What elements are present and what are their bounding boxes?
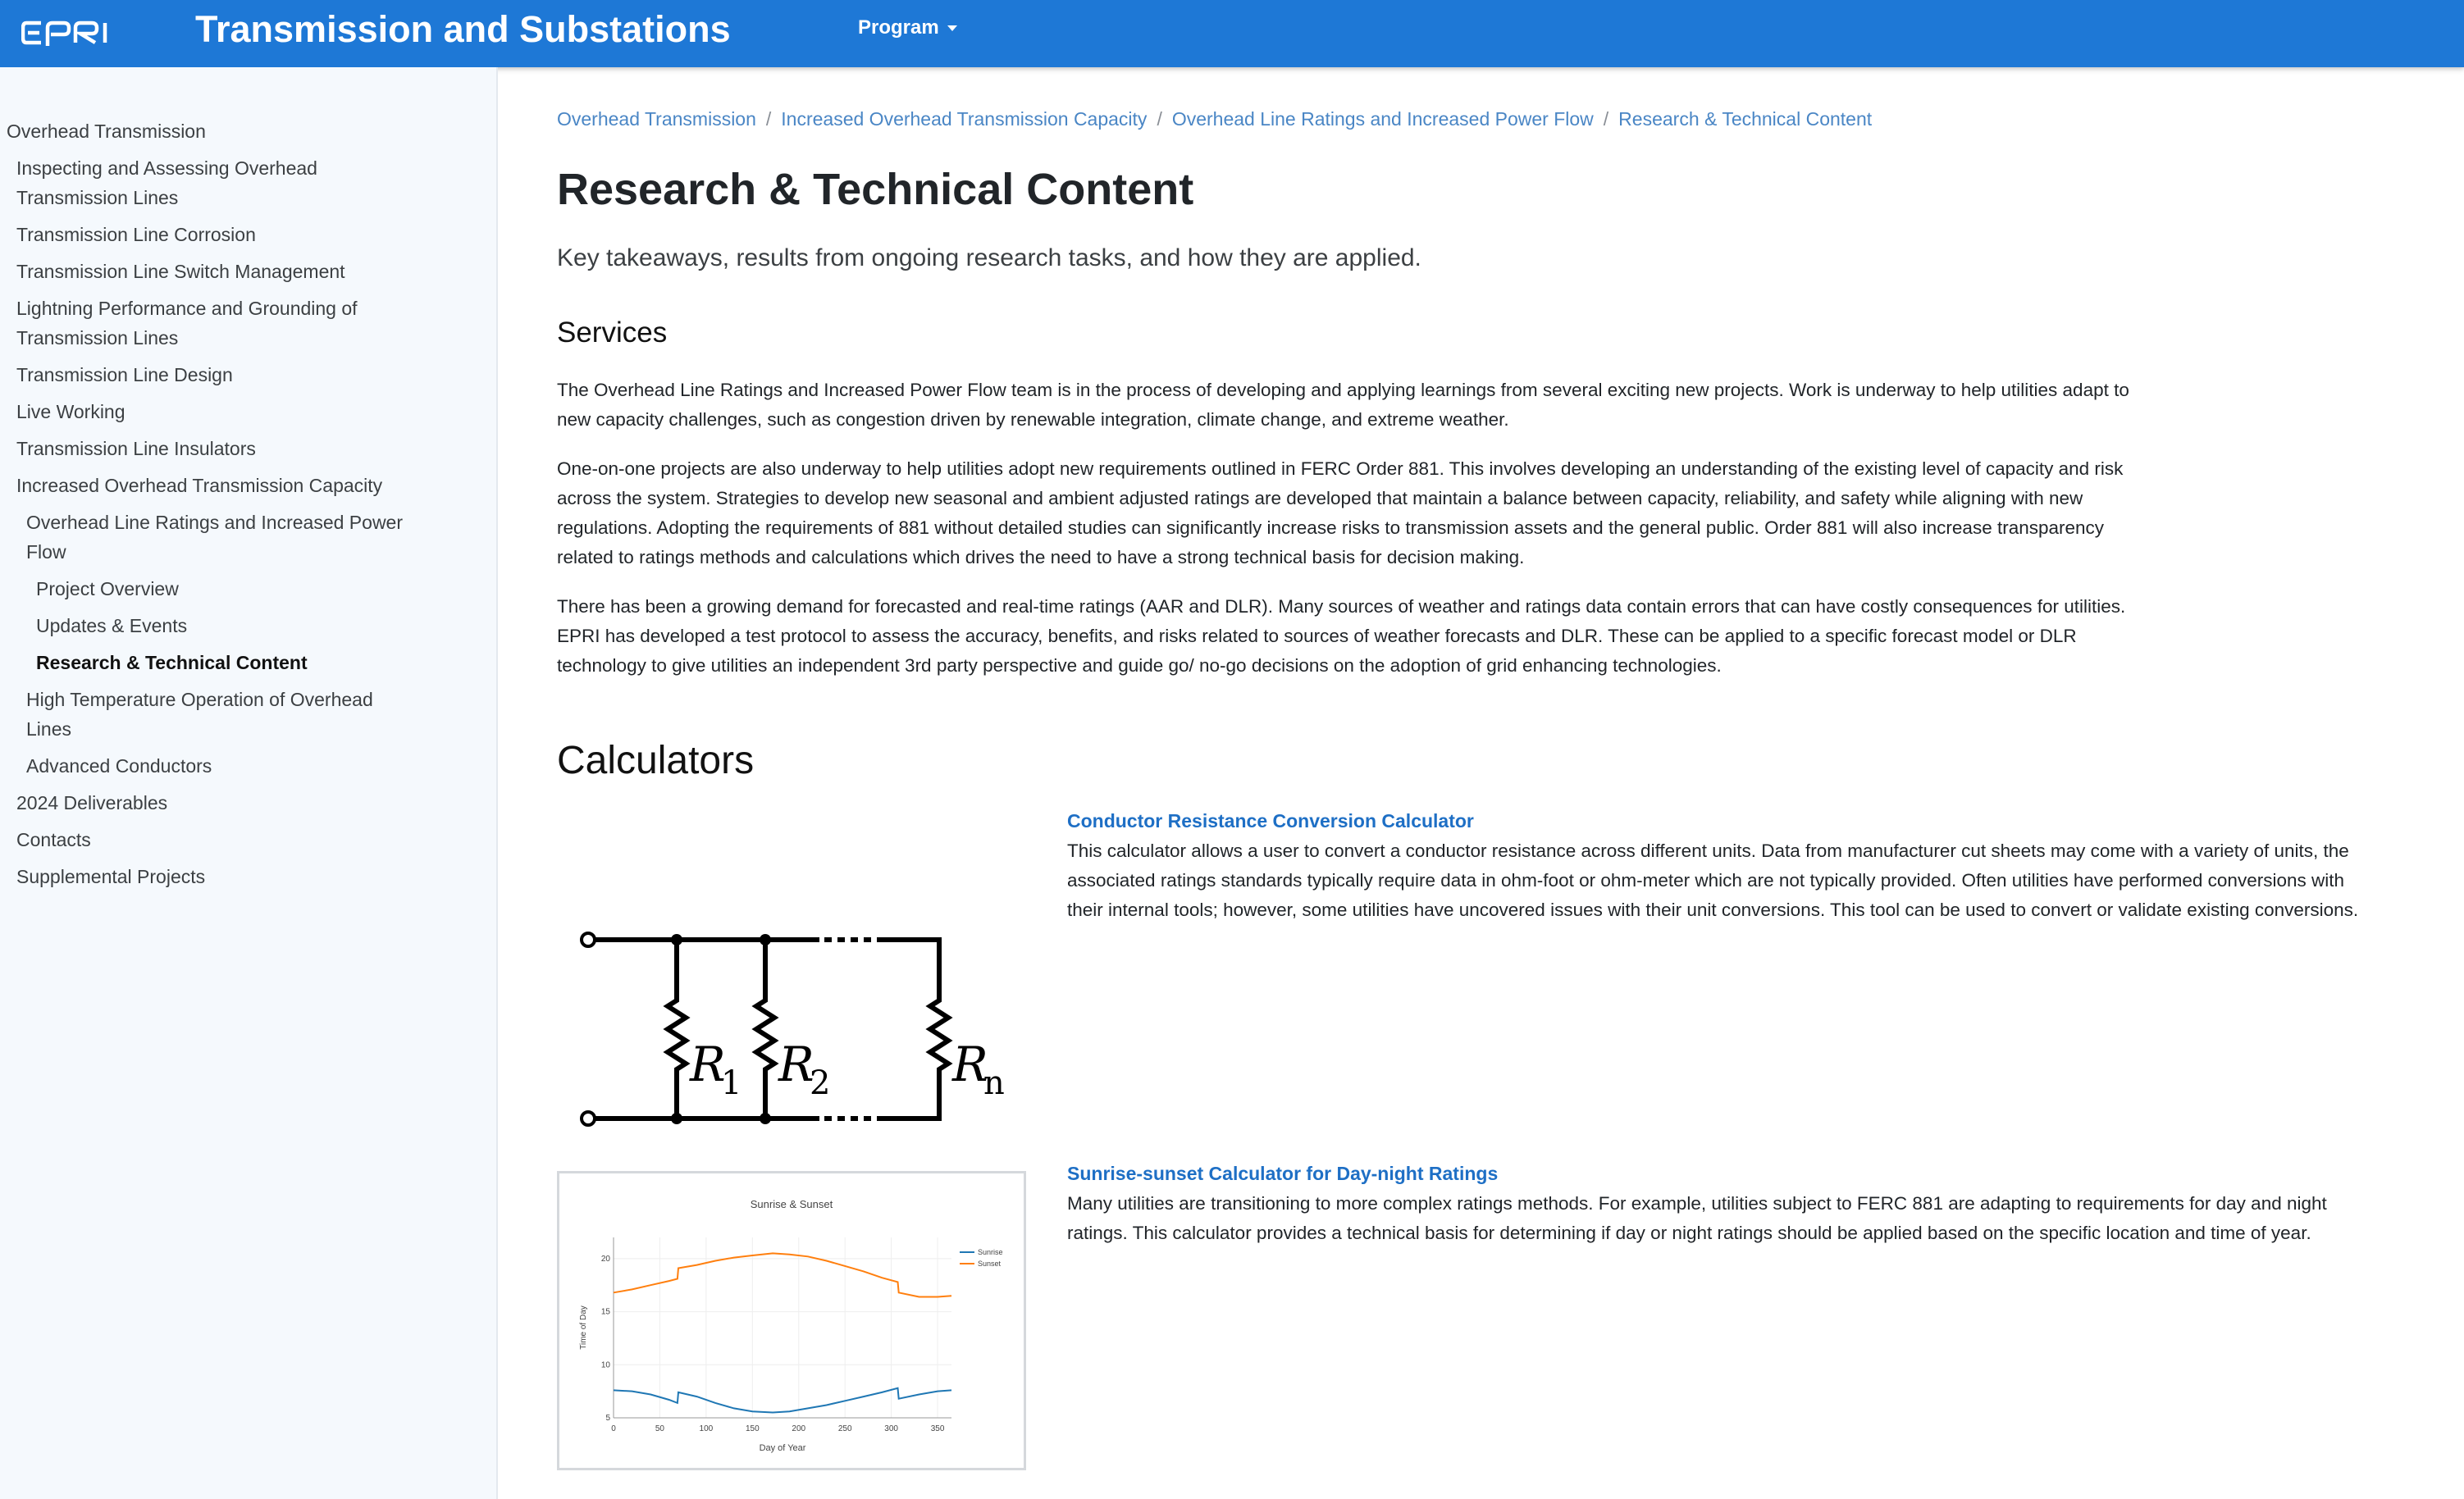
- page-title: Research & Technical Content: [557, 165, 1194, 214]
- chart-y-label: Time of Day: [579, 1305, 588, 1350]
- sidebar-item-inspecting-assessing[interactable]: Inspecting and Assessing Overhead Transmission Lines: [16, 157, 317, 208]
- parallel-resistor-diagram-clean: [573, 843, 1016, 1138]
- sunrise-sunset-chart: [559, 1173, 1024, 1468]
- sidebar-item-project-overview[interactable]: Project Overview: [36, 578, 179, 599]
- chart-y-tick-label: 20: [600, 1254, 610, 1264]
- conductor-resistance-description: This calculator allows a user to convert a conductor resistance across different units. Data from manufacturer cut sheets may come with a variety of units, the associated ratings standards typically require data in ohm-foot or ohm-meter which are not typically provided. Often utilities have performed conversions with their internal tools; however, some utilities have uncovered issues with their unit conversions. This tool can be used to convert or validate existing conversions.: [1067, 841, 2359, 920]
- services-paragraph-1: The Overhead Line Ratings and Increased Power Flow team is in the process of developing and applying learnings from several exciting new projects. Work is underway to help utilities adapt to new capacity challenges, such as congestion driven by renewable integration, climate change, and extreme weather.: [557, 380, 2129, 430]
- sidebar-item-live-working[interactable]: Live Working: [16, 401, 125, 422]
- services-paragraph-2: One-on-one projects are also underway to help utilities adopt new requirements outlined in FERC Order 881. This involves developing an understanding of the existing level of capacity and risk across the system. Strategies to develop new seasonal and ambient adjusted ratings are developed that maintain a balance between capacity, reliability, and safety while aligning with new regulations. Adopting the requirements of 881 without detailed studies can significantly increase risks to transmission assets and the general public. Order 881 will also increase transparency related to ratings methods and calculations which drives the need to have a strong technical basis for decision making.: [557, 458, 2124, 567]
- resistor-subscript-n: n: [983, 1064, 1005, 1102]
- program-dropdown[interactable]: [858, 16, 957, 39]
- calculators-heading: Calculators: [557, 739, 755, 782]
- chart-title: Sunrise & Sunset: [750, 1198, 833, 1210]
- sunrise-sunset-calculator-link[interactable]: Sunrise-sunset Calculator for Day-night Ratings: [1067, 1163, 1499, 1184]
- breadcrumb-separator: /: [765, 108, 772, 130]
- caret-down-icon: [947, 25, 957, 31]
- breadcrumb: [557, 108, 1872, 130]
- resistor-subscript-1: 1: [721, 1064, 742, 1102]
- breadcrumb-link-increased-capacity[interactable]: Increased Overhead Transmission Capacity: [781, 108, 1148, 130]
- site-title[interactable]: Transmission and Substations: [195, 8, 731, 50]
- chart-x-tick-label: 50: [655, 1424, 665, 1433]
- sidebar-item-line-corrosion[interactable]: Transmission Line Corrosion: [16, 224, 256, 245]
- sidebar-item-increased-capacity[interactable]: Increased Overhead Transmission Capacity: [16, 475, 383, 496]
- sidebar-item-line-design[interactable]: Transmission Line Design: [16, 364, 233, 385]
- chart-series-line-sunrise: [614, 1388, 951, 1413]
- sidebar-item-contacts[interactable]: Contacts: [16, 829, 91, 850]
- chart-x-label: Day of Year: [759, 1443, 806, 1453]
- sidebar-item-research-technical-content[interactable]: Research & Technical Content: [36, 652, 308, 673]
- chart-x-tick-label: 0: [611, 1424, 616, 1433]
- sidebar-item-line-ratings[interactable]: Overhead Line Ratings and Increased Power Flow: [26, 512, 404, 563]
- breadcrumb-current-page[interactable]: Research & Technical Content: [1618, 108, 1873, 130]
- sidebar-item-switch-management[interactable]: Transmission Line Switch Management: [16, 261, 345, 282]
- services-heading: Services: [557, 317, 668, 349]
- breadcrumb-separator: /: [1603, 108, 1609, 130]
- sunrise-sunset-description: Many utilities are transitioning to more complex ratings methods. For example, utilities subject to FERC 881 are adapting to requirements for day and night ratings. This calculator provides a technical basis for determining if day or night ratings should be applied based on the specific location and time of year.: [1067, 1193, 2327, 1243]
- chart-legend-label-sunset: Sunset: [978, 1260, 1002, 1268]
- chart-y-tick-label: 5: [605, 1414, 610, 1423]
- chart-x-tick-label: 250: [837, 1424, 852, 1433]
- chart-x-tick-label: 150: [745, 1424, 760, 1433]
- top-navbar: [0, 0, 2464, 67]
- chart-x-tick-label: 100: [699, 1424, 714, 1433]
- chart-x-tick-label: 200: [792, 1424, 806, 1433]
- resistor-label-r1: R: [690, 1037, 726, 1092]
- chart-series-line-sunset: [614, 1253, 951, 1296]
- chart-x-tick-label: 350: [930, 1424, 945, 1433]
- sidebar-item-lightning-performance[interactable]: Lightning Performance and Grounding of Transmission Lines: [16, 298, 358, 349]
- resistor-label-r2: R: [778, 1037, 814, 1092]
- page-lead: Key takeaways, results from ongoing research tasks, and how they are applied.: [557, 244, 1421, 271]
- sidebar-item-advanced-conductors[interactable]: Advanced Conductors: [26, 755, 212, 777]
- program-dropdown-label: Program: [858, 16, 939, 39]
- chart-y-tick-label: 15: [600, 1307, 610, 1317]
- breadcrumb-link-line-ratings[interactable]: Overhead Line Ratings and Increased Power Flow: [1171, 108, 1594, 130]
- breadcrumb-separator: /: [1157, 108, 1162, 130]
- chart-y-tick-label: 10: [600, 1360, 610, 1370]
- services-paragraph-3: There has been a growing demand for forecasted and real-time ratings (AAR and DLR). Many sources of weather and ratings data contain errors that can have costly consequences for utilities. EPRI has developed a test protocol to assess the accuracy, benefits, and risks related to sources of weather forecasts and DLR. These can be applied to a specific forecast model or DLR technology to give utilities an independent 3rd party perspective and guide go/ no-go decisions on the adoption of grid enhancing technologies.: [557, 596, 2126, 676]
- sidebar-item-high-temperature[interactable]: High Temperature Operation of Overhead Lines: [26, 689, 373, 740]
- epri-logo[interactable]: [21, 18, 123, 48]
- sidebar-item-overhead-transmission[interactable]: Overhead Transmission: [7, 121, 206, 142]
- conductor-resistance-calculator-link[interactable]: Conductor Resistance Conversion Calculator: [1067, 810, 1474, 832]
- sidebar-item-2024-deliverables[interactable]: 2024 Deliverables: [16, 792, 168, 813]
- sidebar-item-updates-events[interactable]: Updates & Events: [36, 615, 188, 636]
- resistor-subscript-2: 2: [810, 1064, 831, 1102]
- sunrise-sunset-chart-thumbnail[interactable]: [557, 1171, 1026, 1470]
- chart-legend-label-sunrise: Sunrise: [978, 1248, 1003, 1256]
- chart-x-tick-label: 300: [884, 1424, 898, 1433]
- sidebar-item-supplemental-projects[interactable]: Supplemental Projects: [16, 866, 206, 887]
- epri-logo-mark: [21, 18, 123, 48]
- resistor-label-rn: R: [952, 1037, 988, 1092]
- sidebar-nav: [0, 67, 498, 1499]
- breadcrumb-link-overhead-transmission[interactable]: Overhead Transmission: [557, 108, 756, 130]
- sidebar-item-line-insulators[interactable]: Transmission Line Insulators: [16, 438, 256, 459]
